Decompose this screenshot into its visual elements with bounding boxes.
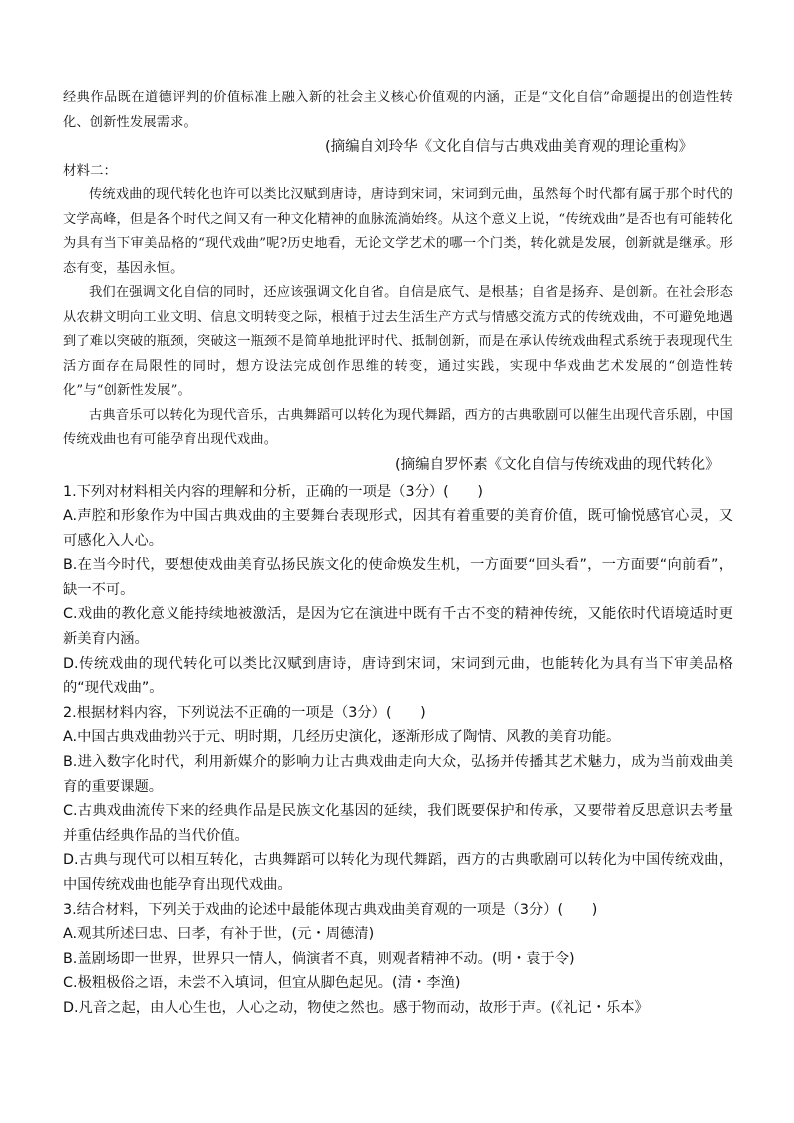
question-stem: 1.下列对材料相关内容的理解和分析，正确的一项是（3分）( ) <box>63 483 483 500</box>
option-c[interactable]: C.古典戏曲流传下来的经典作品是民族文化基因的延续，我们既要保护和传承，又要带着反思意识去考量并重估经典作品的当代价值。 <box>63 803 733 844</box>
option-c[interactable]: C.戏曲的教化意义能持续地被激活，是因为它在演进中既有千古不变的精神传统，又能依时代语境适时更新美育内涵。 <box>63 606 733 648</box>
question-2 <box>63 701 733 898</box>
option-b[interactable]: B.盖剧场即一世界，世界只一情人，倘演者不真，则观者精神不动。(明・袁于令) <box>63 950 575 967</box>
option-b[interactable]: B.在当今时代，要想使戏曲美育弘扬民族文化的使命焕发生机，一方面要“回头看”，一方面要“向前看”，缺一不可。 <box>63 557 733 598</box>
question-1 <box>63 480 733 701</box>
material2-paragraph: 古典音乐可以转化为现代音乐，古典舞蹈可以转化为现代舞蹈，西方的古典歌剧可以催生出现代音乐剧，中国传统戏曲也有可能孕育出现代戏曲。 <box>63 407 733 447</box>
question-3 <box>63 898 733 1021</box>
option-d[interactable]: D.传统戏曲的现代转化可以类比汉赋到唐诗，唐诗到宋词，宋词到元曲，也能转化为具有当下审美品格的“现代戏曲”。 <box>63 655 733 697</box>
question-stem: 3.结合材料，下列关于戏曲的论述中最能体现古典戏曲美育观的一项是（3分）( ) <box>63 901 598 918</box>
document-page <box>63 86 733 1021</box>
option-d[interactable]: D.凡音之起，由人心生也，人心之动，物使之然也。感于物而动，故形于声。(《礼记・乐本》 <box>63 999 649 1016</box>
option-c[interactable]: C.极粗极俗之语，未尝不入填词，但宜从脚色起见。(清・李渔) <box>63 975 461 992</box>
material1-tail-paragraph: 经典作品既在道德评判的价值标准上融入新的社会主义核心价值观的内涵，正是“文化自信”命题提出的创造性转化、创新性发展需求。 <box>63 90 733 130</box>
material2-paragraph: 我们在强调文化自信的同时，还应该强调文化自省。自信是底气、是根基；自省是扬弃、是创新。在社会形态从农耕文明向工业文明、信息文明转变之际，根植于过去生活生产方式与情感交流方式的传统戏曲，不可避免地遇到了难以突破的瓶颈，突破这一瓶颈不是简单地批评时代、抵制创新，而是在承认传统戏曲程式系统于表现现代生活方面存在局限性的同时，想方设法完成创作思维的转变，通过实践，实现中华戏曲艺术发展的“创造性转化”与“创新性发展”。 <box>63 285 733 398</box>
source-citation-1: (摘编自刘玲华《文化自信与古典戏曲美育观的理论重构》 <box>325 139 694 155</box>
option-b[interactable]: B.进入数字化时代，利用新媒介的影响力让古典戏曲走向大众，弘扬并传播其艺术魅力，成为当前戏曲美育的重要课题。 <box>63 754 733 795</box>
source-citation-2: (摘编自罗怀素《文化自信与传统戏曲的现代转化》 <box>395 456 720 473</box>
option-a[interactable]: A.观其所述曰忠、曰孝，有补于世，(元・周德清) <box>63 926 375 943</box>
material2-label: 材料二： <box>63 163 117 179</box>
option-a[interactable]: A.声腔和形象作为中国古典戏曲的主要舞台表现形式，因其有着重要的美育价值，既可愉悦感官心灵，又可感化入人心。 <box>63 508 733 549</box>
question-stem: 2.根据材料内容，下列说法不正确的一项是（3分）( ) <box>63 704 426 721</box>
option-a[interactable]: A.中国古典戏曲勃兴于元、明时期，几经历史演化，逐渐形成了陶情、风教的美育功能。 <box>63 729 621 746</box>
option-d[interactable]: D.古典与现代可以相互转化，古典舞蹈可以转化为现代舞蹈，西方的古典歌剧可以转化为中国传统戏曲，中国传统戏曲也能孕育出现代戏曲。 <box>63 852 733 893</box>
material2-paragraph: 传统戏曲的现代转化也许可以类比汉赋到唐诗，唐诗到宋词，宋词到元曲，虽然每个时代都有属于那个时代的文学高峰，但是各个时代之间又有一种文化精神的血脉流淌始终。从这个意义上说，“传统戏曲”是否也有可能转化为具有当下审美品格的“现代戏曲”呢?历史地看，无论文学艺术的哪一个门类，转化就是发展，创新就是继承。形态有变，基因永恒。 <box>63 187 733 276</box>
